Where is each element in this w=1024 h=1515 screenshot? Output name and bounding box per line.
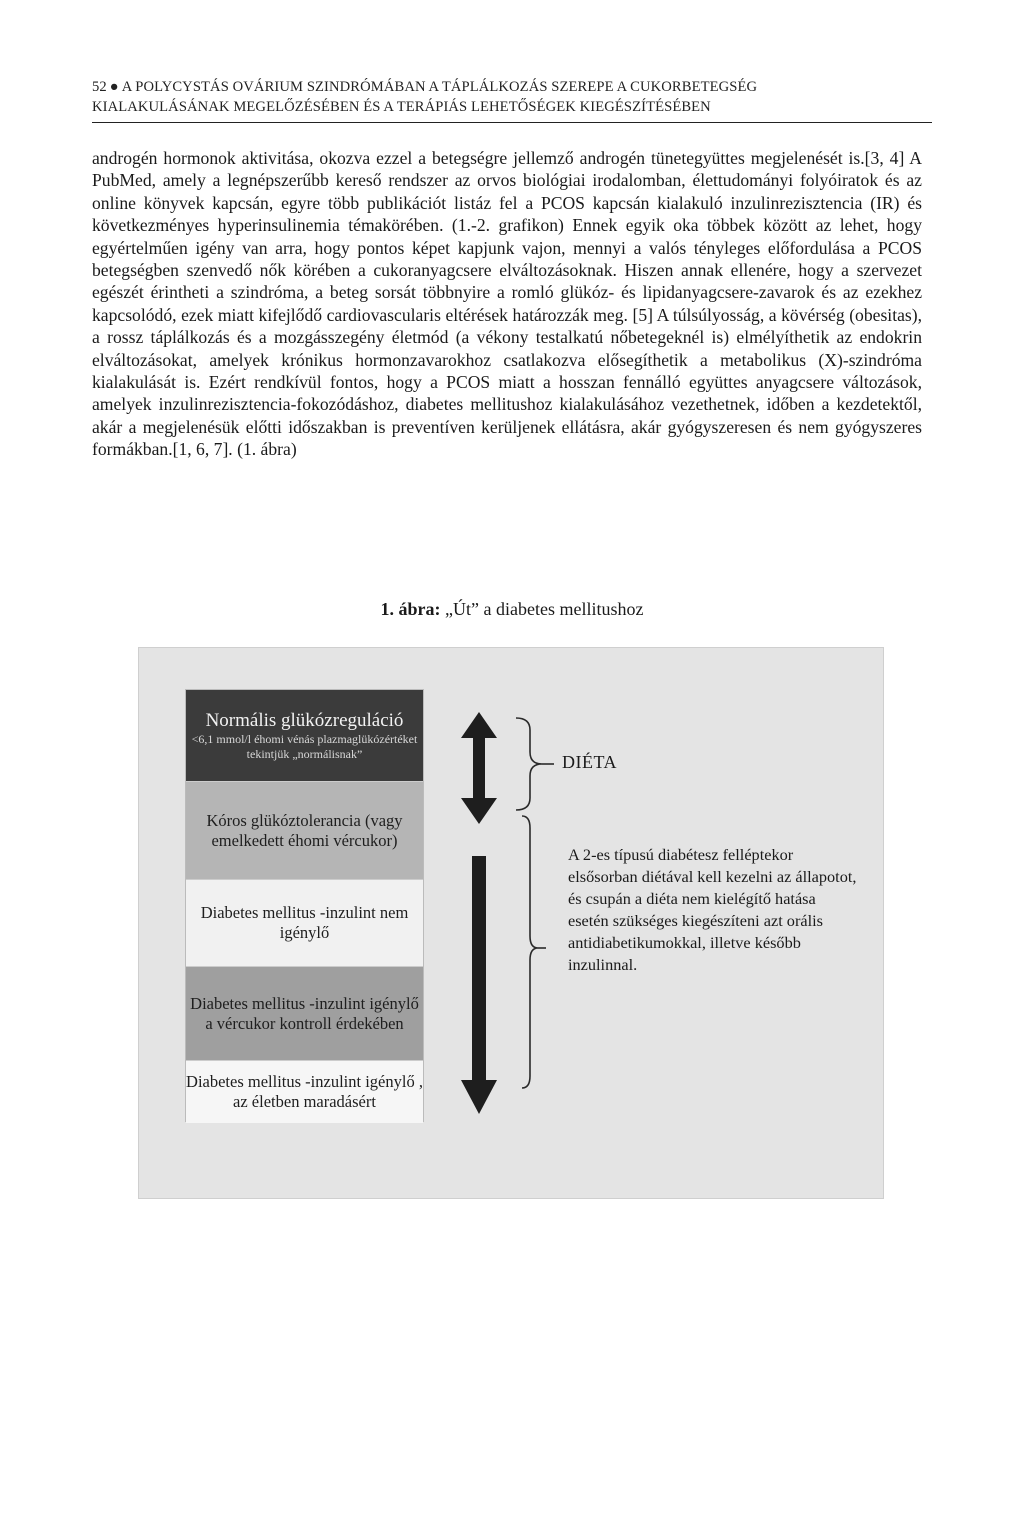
down-arrow-icon: [461, 856, 497, 1114]
header-title-line-1: A POLYCYSTÁS OVÁRIUM SZINDRÓMÁBAN A TÁPLÁLKOZÁS SZEREPE A CUKORBETEGSÉG: [121, 79, 758, 95]
figure-caption: [92, 598, 932, 620]
brackets: [514, 716, 564, 1096]
header-divider: [92, 122, 932, 123]
stage-box-diabetes-no-insulin: Diabetes mellitus -inzulint nem igénylő: [186, 880, 423, 967]
figure-diagram: [138, 647, 884, 1199]
dieta-label: DIÉTA: [562, 752, 618, 772]
progression-arrows: [459, 708, 499, 1138]
double-arrow-icon: [461, 712, 497, 824]
running-header: [92, 77, 932, 117]
dieta-bracket-icon: [516, 718, 542, 810]
stage-subtitle: <6,1 mmol/l éhomi vénás plazmaglükózértéket tekintjük „normálisnak”: [191, 731, 418, 761]
page-number: 52: [92, 79, 107, 95]
stage-box-normal-glucose-regulation: [186, 690, 423, 782]
stage-stack: [185, 689, 424, 1122]
header-line-1: [92, 77, 932, 97]
body-paragraph: androgén hormonok aktivitása, okozva ezzel a betegségre jellemző androgén tünetegyüttes megjelenését is.[3, 4] A PubMed, amely a legnépszerűbb kereső rendszer az orvos biológiai irodalomban, élettudományi folyóiratok és az online könyvek kapcsán, egyre több publikációt listáz fel a PCOS kapcsán kialakuló inzulinrezisztencia (IR) és következményes hyperinsulinemia témakörében. (1.-2. grafikon) Ennek egyik oka többek között az lehet, hogy egyértelműen igény van arra, hogy pontos képet kapjunk vajon, mennyi a valós tényleges előfordulása a PCOS betegségben szenvedő nők körében a cukoranyagcsere elváltozásoknak. Hiszen annak ellenére, hogy a szervezet egészét érintheti a szindróma, a beteg sorsát többnyire a romló glükóz- és lipidanyagcsere-zavarok és az ezekhez kapcsolódó, ezek miatt kifejlődő cardiovascularis eltérések határozzák meg. [5] A túlsúlyosság, a kövérség (obesitas), a rossz táplálkozás és a mozgásszegény életmód (a vékony testalkatú nőbetegeknél is) elmélyíthetik az endokrin elváltozásokat, amelyek krónikus hormonzavarokhoz csatlakozva elősegíthetik a metabolikus (X)-szindróma kialakulását is. Ezért rendkívül fontos, hogy a PCOS miatt a hosszan fennálló együttes anyagcsere változások, amelyek inzulinrezisztencia-fokozódáshoz, diabetes mellitushoz kialakulásához vezethetnek, időben a kezdetektől, akár a megjelenésük előtti időszakban is preventíven kerüljenek ellátásra, akár gyógyszeresen és nem gyógyszeres formákban.[1, 6, 7]. (1. ábra): [92, 148, 922, 460]
stage-box-diabetes-insulin-control: Diabetes mellitus -inzulint igénylő a vércukor kontroll érdekében: [186, 967, 423, 1061]
stage-box-diabetes-insulin-survival: Diabetes mellitus -inzulint igénylő , az életben maradásért: [186, 1061, 423, 1123]
header-title-line-2: KIALAKULÁSÁNAK MEGELŐZÉSÉBEN ÉS A TERÁPIÁS LEHETŐSÉGEK KIEGÉSZÍTÉSÉBEN: [92, 99, 711, 115]
stage-title: Normális glükózreguláció: [205, 709, 404, 731]
stage-box-impaired-glucose-tolerance: Kóros glükóztolerancia (vagy emelkedett éhomi vércukor): [186, 782, 423, 880]
figure-caption-text: „Út” a diabetes mellitushoz: [445, 599, 644, 619]
treatment-bracket-icon: [522, 816, 538, 1088]
bullet-icon: ●: [109, 79, 119, 95]
treatment-note: A 2-es típusú diabétesz felléptekor elsősorban diétával kell kezelni az állapotot, és csupán a diéta nem kielégítő hatása esetén szükséges kiegészíteni azt orális antidiabetikumokkal, illetve később inzulinnal.: [568, 845, 857, 974]
figure-caption-label: 1. ábra:: [380, 599, 441, 619]
